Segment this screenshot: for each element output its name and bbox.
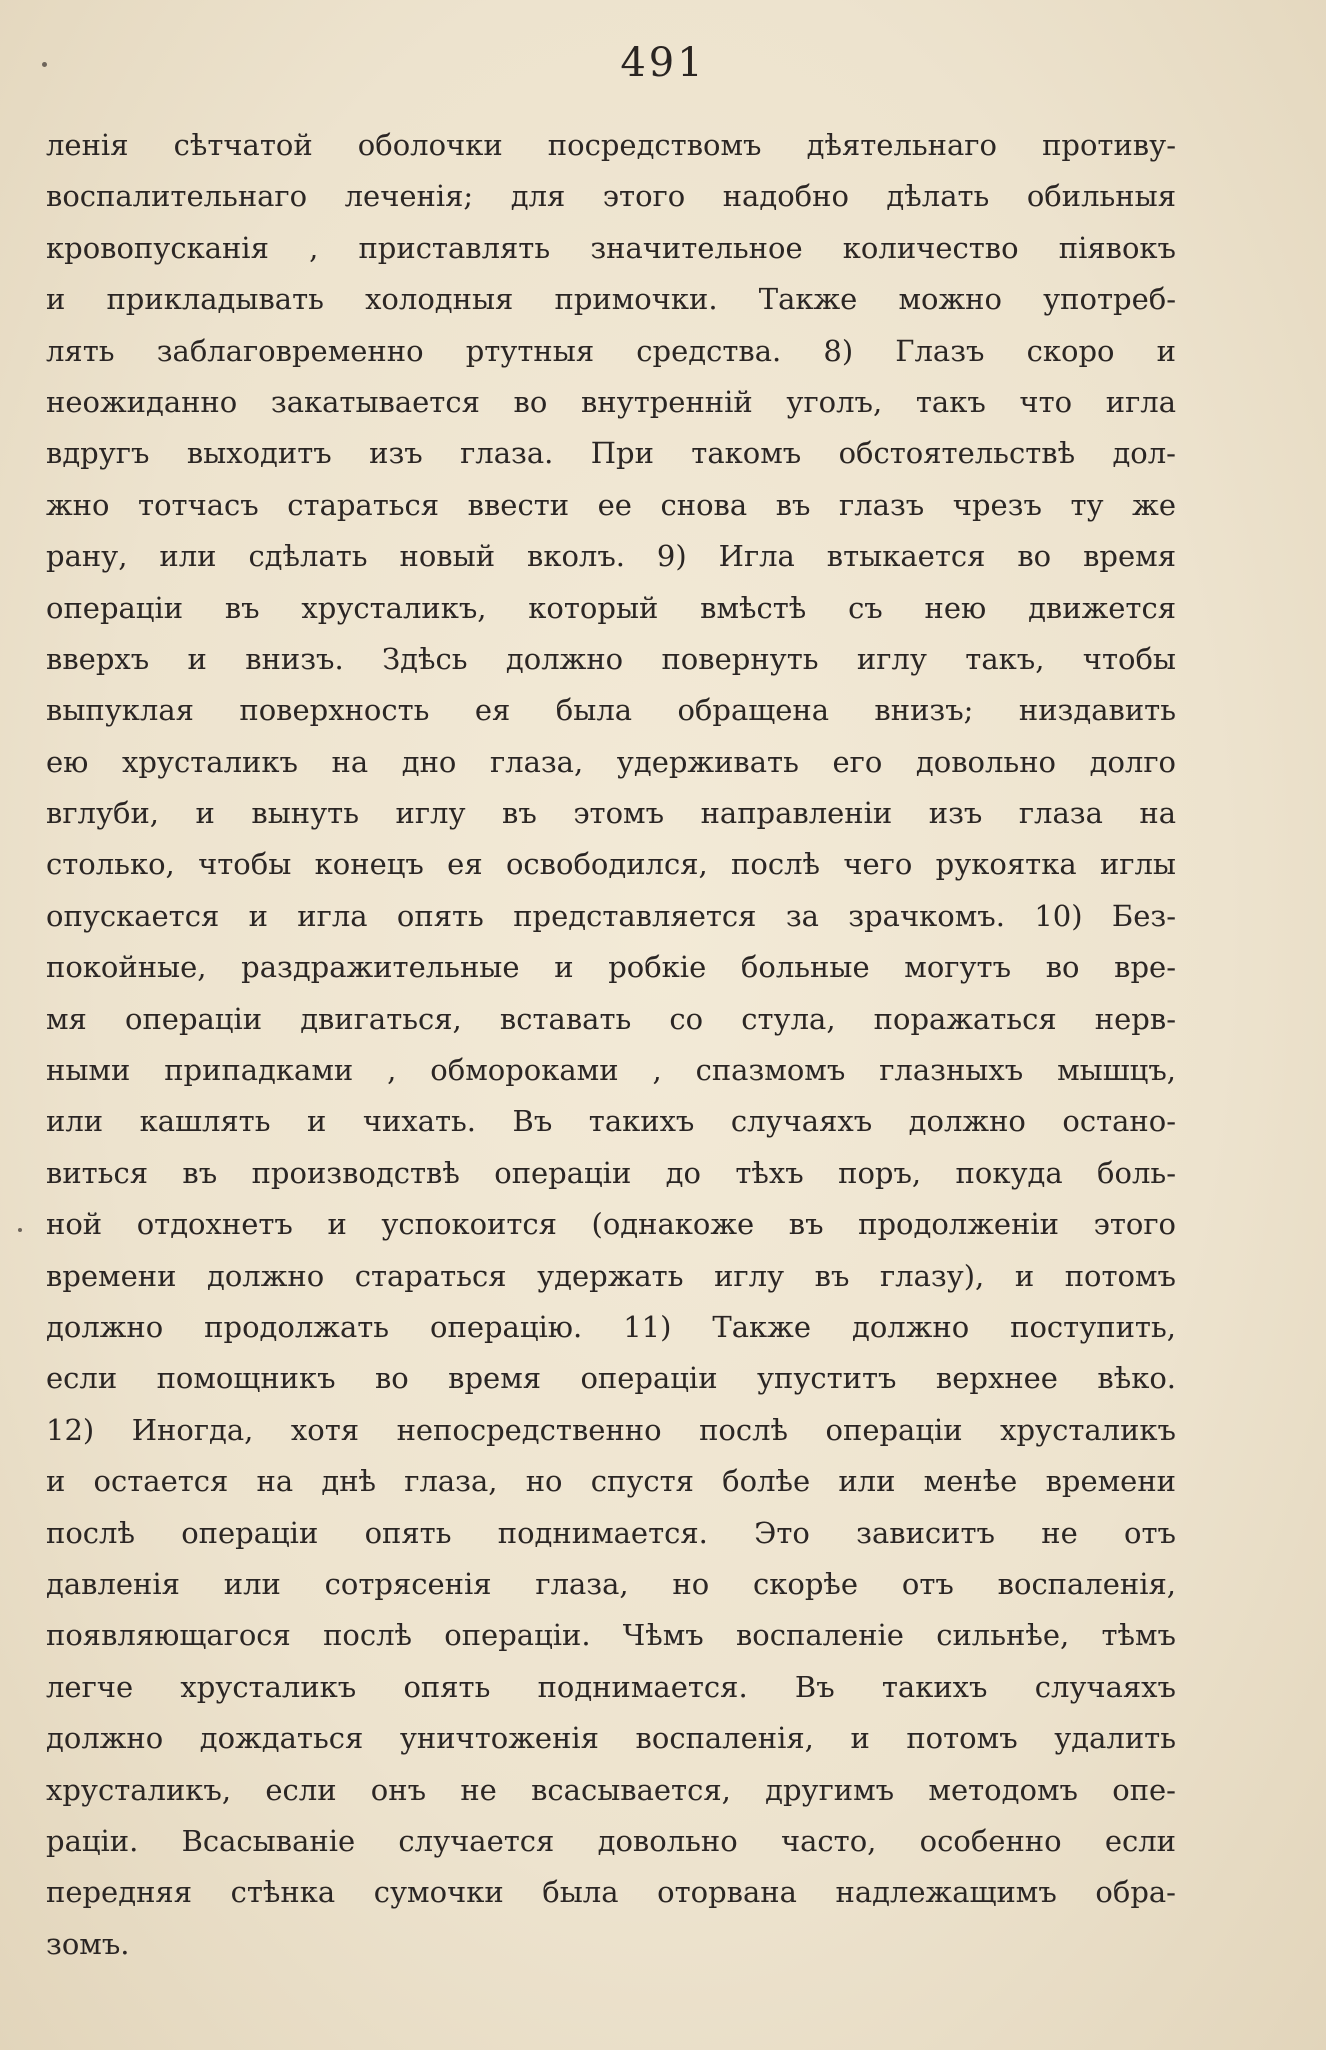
text-line: передняя стѣнка сумочки была оторвана надлежащимъ обра-: [46, 1875, 1176, 1910]
text-line: лять заблаговременно ртутныя средства. 8) Глазъ скоро и: [46, 333, 1176, 368]
text-line: ленія сѣтчатой оболочки посредствомъ дѣятельнаго противу-: [46, 128, 1176, 162]
text-line: должно дождаться уничтоженія воспаленія, и потомъ удалить: [46, 1721, 1176, 1756]
text-line: раціи. Всасываніе случается довольно часто, особенно если: [46, 1823, 1176, 1858]
text-line: ной отдохнетъ и успокоится (однакоже въ продолженіи этого: [46, 1207, 1176, 1242]
print-speck: [18, 1228, 22, 1232]
page-number: 491: [620, 40, 706, 86]
text-line: неожиданно закатывается во внутренній уголъ, такъ что игла: [46, 384, 1176, 419]
text-line: времени должно стараться удержать иглу въ глазу), и потомъ: [46, 1258, 1176, 1293]
text-line: появляющагося послѣ операціи. Чѣмъ воспаленіе сильнѣе, тѣмъ: [46, 1618, 1176, 1653]
text-line: рану, или сдѣлать новый вколъ. 9) Игла втыкается во время: [46, 539, 1176, 574]
text-line: столько, чтобы конецъ ея освободился, послѣ чего рукоятка иглы: [46, 847, 1176, 882]
text-line: опускается и игла опять представляется за зрачкомъ. 10) Без-: [46, 898, 1176, 933]
text-line: воспалительнаго леченія; для этого надобно дѣлать обильныя: [46, 179, 1176, 214]
text-line: ными припадками , обмороками , спазмомъ глазныхъ мышцъ,: [46, 1053, 1176, 1088]
text-line: или кашлять и чихать. Въ такихъ случаяхъ должно остано-: [46, 1104, 1176, 1139]
text-line: мя операціи двигаться, вставать со стула, поражаться нерв-: [46, 1001, 1176, 1036]
text-line: хрусталикъ, если онъ не всасывается, другимъ методомъ опе-: [46, 1772, 1176, 1807]
text-line: должно продолжать операцію. 11) Также должно поступить,: [46, 1309, 1176, 1344]
text-line: жно тотчасъ стараться ввести ее снова въ глазъ чрезъ ту же: [46, 487, 1176, 522]
text-line: если помощникъ во время операціи упуститъ верхнее вѣко.: [46, 1361, 1176, 1396]
text-line: вверхъ и внизъ. Здѣсь должно повернуть иглу такъ, чтобы: [46, 641, 1176, 676]
text-line: виться въ производствѣ операціи до тѣхъ поръ, покуда боль-: [46, 1155, 1176, 1190]
text-line: вглуби, и вынуть иглу въ этомъ направленіи изъ глаза на: [46, 796, 1176, 831]
text-line: послѣ операціи опять поднимается. Это зависитъ не отъ: [46, 1515, 1176, 1550]
text-line: и остается на днѣ глаза, но спустя болѣе или менѣе времени: [46, 1464, 1176, 1499]
body-text: [46, 120, 1176, 1970]
text-line: и прикладывать холодныя примочки. Также можно употреб-: [46, 282, 1176, 317]
text-line: 12) Иногда, хотя непосредственно послѣ операціи хрусталикъ: [46, 1412, 1176, 1447]
text-line: легче хрусталикъ опять поднимается. Въ такихъ случаяхъ: [46, 1669, 1176, 1704]
text-line: покойные, раздражительные и робкіе больные могутъ во вре-: [46, 950, 1176, 985]
text-line: ею хрусталикъ на дно глаза, удерживать его довольно долго: [46, 744, 1176, 779]
text-line: кровопусканія , приставлять значительное количество піявокъ: [46, 230, 1176, 265]
text-line: выпуклая поверхность ея была обращена внизъ; низдавить: [46, 693, 1176, 728]
text-line: операціи въ хрусталикъ, который вмѣстѣ съ нею движется: [46, 590, 1176, 625]
text-line: зомъ.: [46, 1926, 130, 1961]
text-line: давленія или сотрясенія глаза, но скорѣе отъ воспаленія,: [46, 1566, 1176, 1601]
text-line: вдругъ выходитъ изъ глаза. При такомъ обстоятельствѣ дол-: [46, 436, 1176, 471]
